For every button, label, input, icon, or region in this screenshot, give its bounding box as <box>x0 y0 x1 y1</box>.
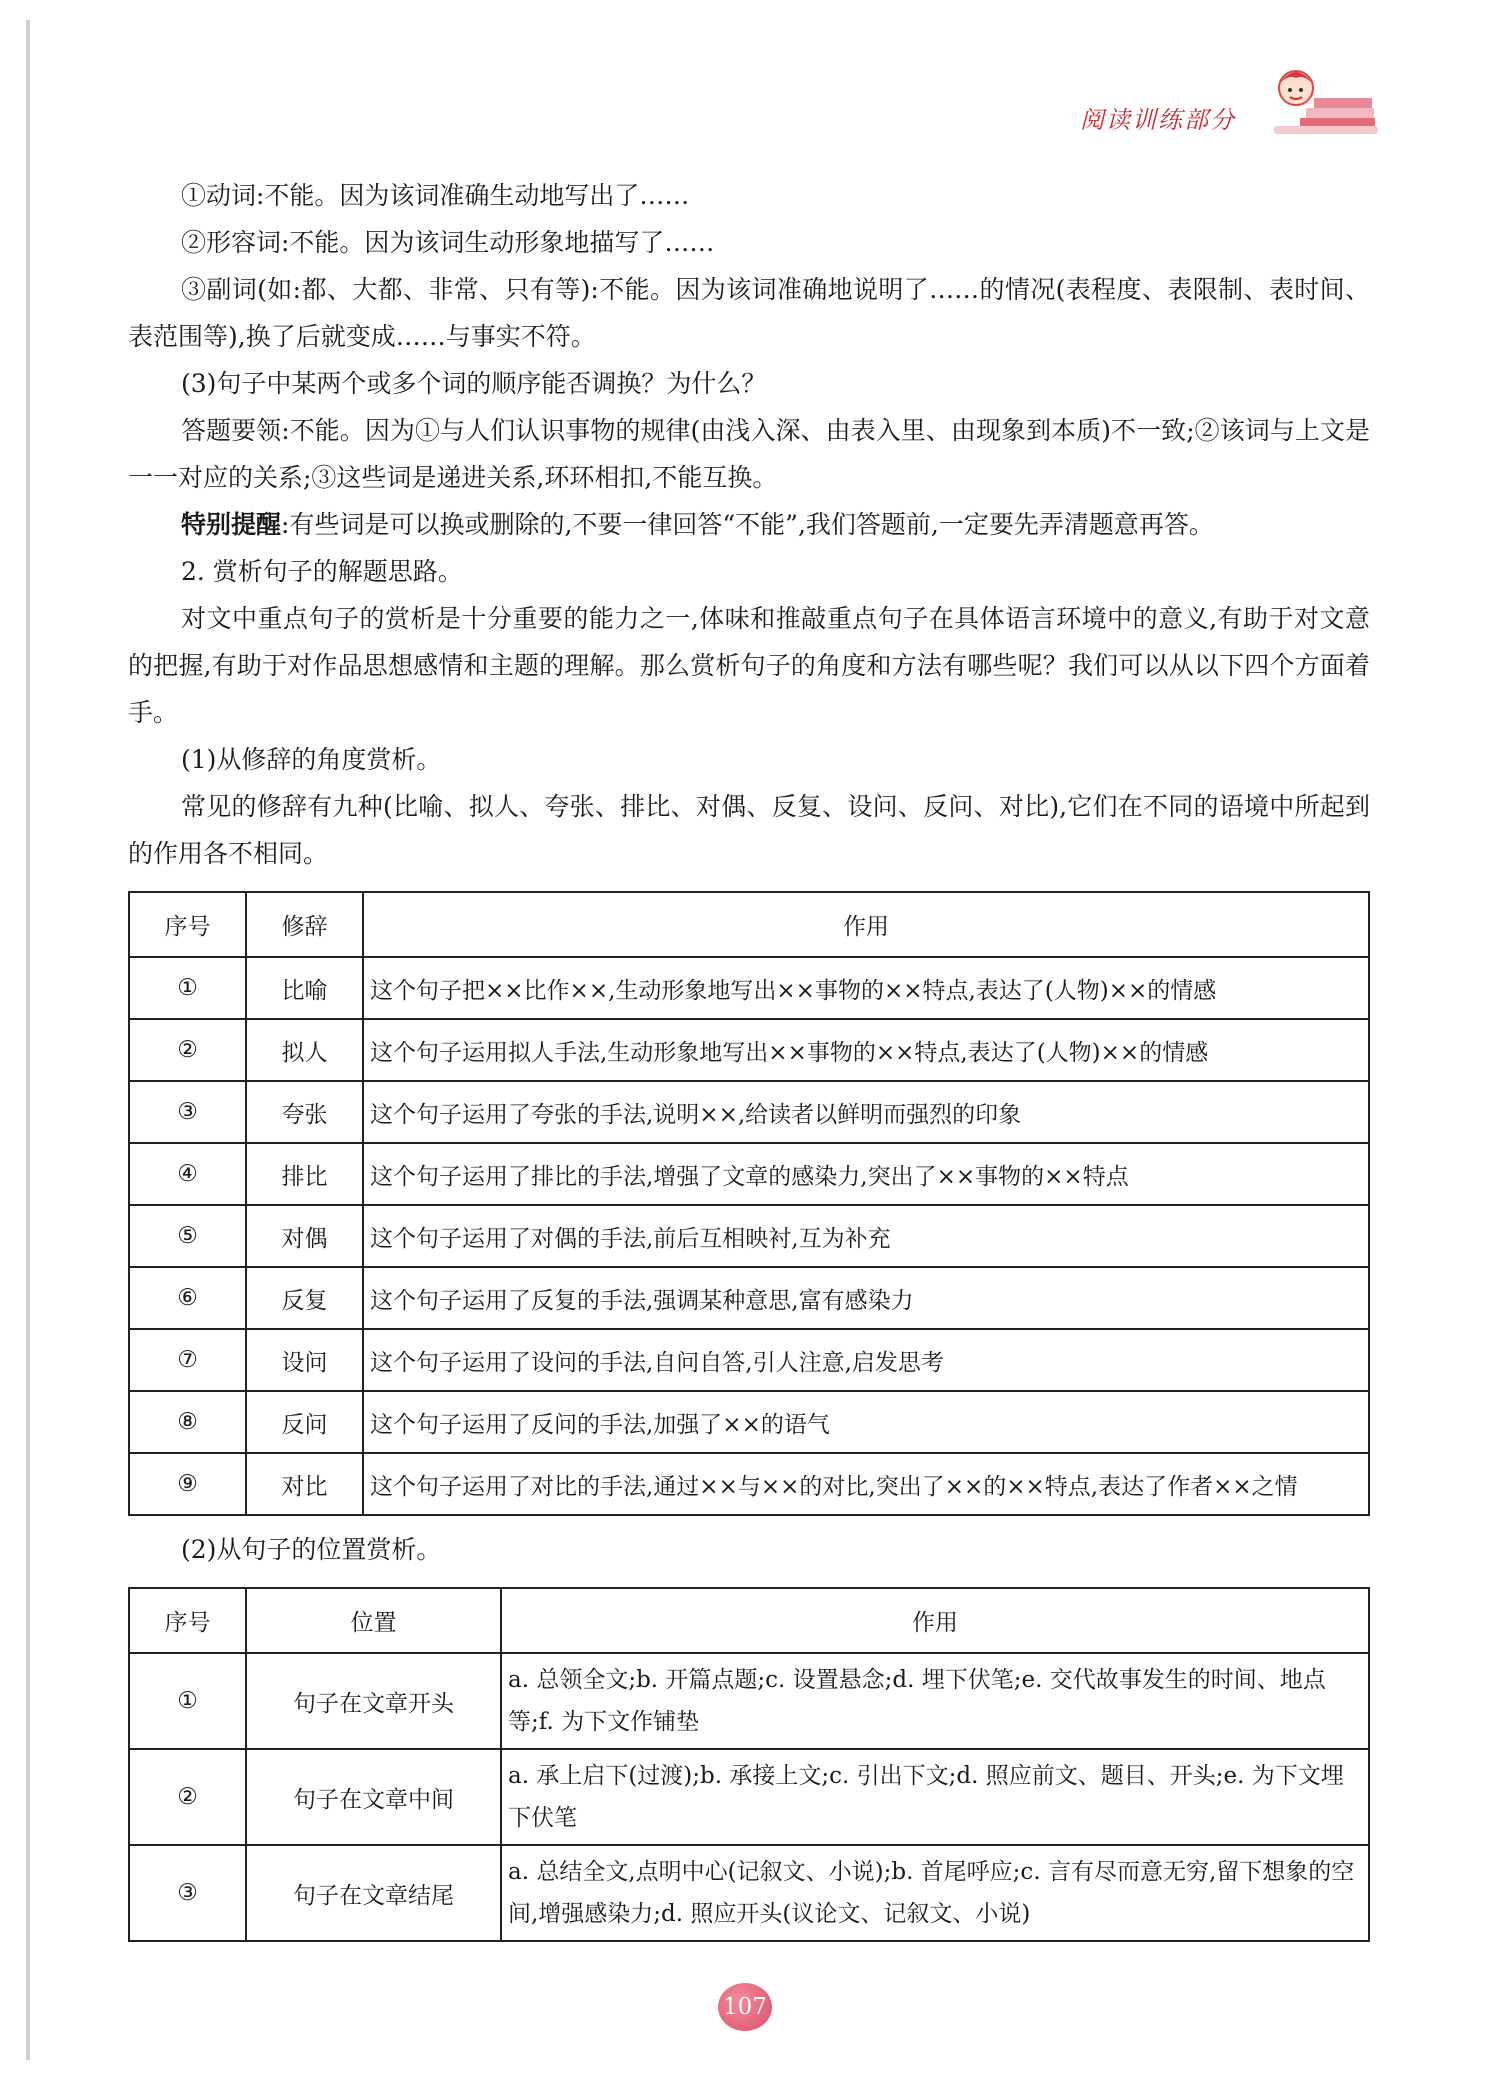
page-content <box>128 172 1370 1952</box>
reminder-paragraph <box>128 501 1370 548</box>
paragraph: (2)从句子的位置赏析。 <box>181 1535 442 1564</box>
rhetoric-cell: 反问 <box>246 1391 363 1453</box>
header-cell: 序号 <box>129 892 246 957</box>
table-header-row <box>129 892 1369 957</box>
index-cell: ⑥ <box>129 1267 246 1329</box>
effect-cell: a. 总领全文;b. 开篇点题;c. 设置悬念;d. 埋下伏笔;e. 交代故事发生的时间、地点等;f. 为下文作铺垫 <box>501 1653 1369 1749</box>
paragraph: (1)从修辞的角度赏析。 <box>181 745 442 774</box>
rhetoric-cell: 比喻 <box>246 957 363 1019</box>
header-cell: 作用 <box>501 1588 1369 1653</box>
paragraph: 2. 赏析句子的解题思路。 <box>181 557 463 586</box>
page-header <box>1080 60 1380 150</box>
index-cell: ① <box>129 1653 246 1749</box>
paragraph: (3)句子中某两个或多个词的顺序能否调换？为什么？ <box>181 369 767 398</box>
binding-line <box>26 20 30 2060</box>
paragraph: 常见的修辞有九种(比喻、拟人、夸张、排比、对偶、反复、设问、反问、对比),它们在不同的语境中所起到的作用各不相同。 <box>128 792 1370 868</box>
index-cell: ② <box>129 1019 246 1081</box>
effect-cell: a. 承上启下(过渡);b. 承接上文;c. 引出下文;d. 照应前文、题目、开头;e. 为下文埋下伏笔 <box>501 1749 1369 1845</box>
header-cell: 序号 <box>129 1588 246 1653</box>
position-table <box>128 1587 1370 1942</box>
position-cell: 句子在文章开头 <box>246 1653 501 1749</box>
position-cell: 句子在文章中间 <box>246 1749 501 1845</box>
effect-cell: 这个句子运用了反问的手法,加强了××的语气 <box>363 1391 1369 1453</box>
reminder-label: 特别提醒 <box>181 510 282 539</box>
page-number: 107 <box>718 1983 772 2031</box>
index-cell: ④ <box>129 1143 246 1205</box>
header-cell: 作用 <box>363 892 1369 957</box>
paragraph: 对文中重点句子的赏析是十分重要的能力之一,体味和推敲重点句子在具体语言环境中的意义,有助于对文意的把握,有助于对作品思想感情和主题的理解。那么赏析句子的角度和方法有哪些呢？我们可以从以下四个方面着手。 <box>128 604 1370 727</box>
rhetoric-cell: 夸张 <box>246 1081 363 1143</box>
effect-cell: 这个句子运用了夸张的手法,说明××,给读者以鲜明而强烈的印象 <box>363 1081 1369 1143</box>
paragraph: 答题要领:不能。因为①与人们认识事物的规律(由浅入深、由表入里、由现象到本质)不一致;②该词与上文是一一对应的关系;③这些词是递进关系,环环相扣,不能互换。 <box>128 416 1370 492</box>
effect-cell: 这个句子把××比作××,生动形象地写出××事物的××特点,表达了(人物)××的情感 <box>363 957 1369 1019</box>
paragraph: ①动词:不能。因为该词准确生动地写出了…… <box>181 181 690 210</box>
header-cell: 位置 <box>246 1588 501 1653</box>
table-row <box>129 1019 1369 1081</box>
table-row <box>129 1143 1369 1205</box>
table-row <box>129 1267 1369 1329</box>
effect-cell: 这个句子运用拟人手法,生动形象地写出××事物的××特点,表达了(人物)××的情感 <box>363 1019 1369 1081</box>
header-cell: 修辞 <box>246 892 363 957</box>
index-cell: ② <box>129 1749 246 1845</box>
rhetoric-cell: 设问 <box>246 1329 363 1391</box>
table-header-row <box>129 1588 1369 1653</box>
index-cell: ⑤ <box>129 1205 246 1267</box>
table-row <box>129 1749 1369 1845</box>
table-row <box>129 1453 1369 1515</box>
index-cell: ③ <box>129 1845 246 1941</box>
index-cell: ⑦ <box>129 1329 246 1391</box>
effect-cell: 这个句子运用了对偶的手法,前后互相映衬,互为补充 <box>363 1205 1369 1267</box>
effect-cell: 这个句子运用了设问的手法,自问自答,引人注意,启发思考 <box>363 1329 1369 1391</box>
table-row <box>129 1653 1369 1749</box>
rhetoric-cell: 对比 <box>246 1453 363 1515</box>
position-cell: 句子在文章结尾 <box>246 1845 501 1941</box>
table-row <box>129 1329 1369 1391</box>
effect-cell: a. 总结全文,点明中心(记叙文、小说);b. 首尾呼应;c. 言有尽而意无穷,留下想象的空间,增强感染力;d. 照应开头(议论文、记叙文、小说) <box>501 1845 1369 1941</box>
paragraph: ②形容词:不能。因为该词生动形象地描写了…… <box>181 228 715 257</box>
rhetoric-cell: 排比 <box>246 1143 363 1205</box>
table-row <box>129 1391 1369 1453</box>
table-row <box>129 1205 1369 1267</box>
table-row <box>129 957 1369 1019</box>
index-cell: ⑨ <box>129 1453 246 1515</box>
reminder-text: :有些词是可以换或删除的,不要一律回答“不能”,我们答题前,一定要先弄清题意再答。 <box>281 510 1214 539</box>
section-title: 阅读训练部分 <box>1080 106 1236 134</box>
index-cell: ⑧ <box>129 1391 246 1453</box>
effect-cell: 这个句子运用了对比的手法,通过××与××的对比,突出了××的××特点,表达了作者××之情 <box>363 1453 1369 1515</box>
table-row <box>129 1081 1369 1143</box>
index-cell: ③ <box>129 1081 246 1143</box>
rhetoric-cell: 拟人 <box>246 1019 363 1081</box>
rhetoric-cell: 反复 <box>246 1267 363 1329</box>
index-cell: ① <box>129 957 246 1019</box>
effect-cell: 这个句子运用了反复的手法,强调某种意思,富有感染力 <box>363 1267 1369 1329</box>
reading-girl-books-icon <box>1270 60 1380 140</box>
table-row <box>129 1845 1369 1941</box>
rhetoric-cell: 对偶 <box>246 1205 363 1267</box>
effect-cell: 这个句子运用了排比的手法,增强了文章的感染力,突出了××事物的××特点 <box>363 1143 1369 1205</box>
rhetoric-table <box>128 891 1370 1516</box>
paragraph: ③副词(如:都、大都、非常、只有等):不能。因为该词准确地说明了……的情况(表程度、表限制、表时间、表范围等),换了后就变成……与事实不符。 <box>128 275 1370 351</box>
